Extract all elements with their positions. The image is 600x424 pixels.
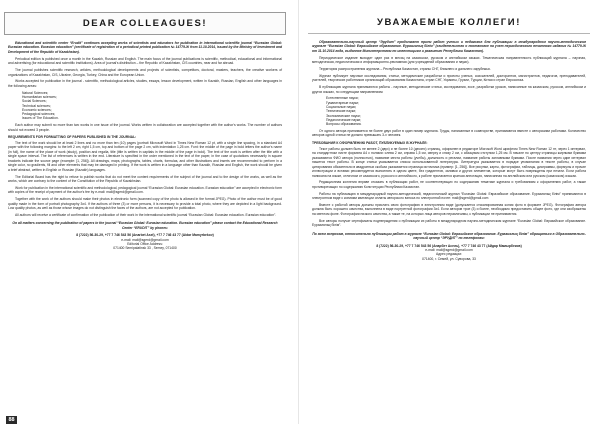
page-number: 88 xyxy=(6,416,17,424)
phone-numbers: 8 (7222) 56-30-29, +77 7 746 543 56 (Анарбет Асель), +77 7 746 43 77 (Айдар Мамырбеков) xyxy=(376,243,522,248)
paragraph: Work for publication in the international scientific and methodological, pedagogical journal “Eurasian Global: Eurasian education. Eurasian education” are accepted in electronic form with copies of the receipt of payment of the author's fee by e-mail: mail@sgerd@gmail.com. xyxy=(8,185,282,195)
email-link[interactable]: e-mail: mail@sgerd@gmail.com xyxy=(425,247,473,252)
contact-block xyxy=(8,233,282,251)
list-item: Economic sciences; xyxy=(22,107,52,112)
paragraph: Текст работы должен быть не менее 2 (двух) и не более 10 (десяти) страниц, оформлен в редакторе Microsoft Word шрифтом Times New Roman 12 пт, через 1 интервал, на стандартном листе формата А4 с полями: слева 2 см, справа 1,5 см, сверху и снизу 2 см, с абзацным отступом 1,25 см. В начале по центру страницы жирными буквами указываются ФИО автора (полностью), название места работы (учебы), должность и регалии, название работы заглавными буквами. После названия через один интервал пишется текст работы. В конце статьи указывается список использованной литературы. Литература указывается в порядке упоминания в тексте работы, в случае цитирования обязательно в квадратных скобках указывается страница источника (пример: [1, 256]). Все рисунки, карты, фотографии, таблицы, диаграммы, формулы и прочие иллюстрации и вставки рекомендуется выполнять в одном цвете, без градиентов, заливки и других элементов, которые могут быть повреждены при печати. Если работа написана на языке, отличном от казахского, русского и английского, к работе прилагается краткая аннотация, написанная на английском или русском (казахском) языках. xyxy=(312,146,586,178)
contact-note: On all matters concerning the publication of papers in the journal “Eurasian Global: Eurasian education. Eurasian education” please contact the Educational Research Center “ERUDIT” by phones: xyxy=(12,221,278,230)
address: 071400 Semipalatinsk 33 , Semey, 071400 xyxy=(113,246,177,251)
contact-note: По всем вопросам, относительно публикации работ в журнале “Eurasian Global: Евразийское образование. Еуразиялық білім” обращаться в Образовательно-научный центр “ЭРУДИТ” по телефонам: xyxy=(312,231,586,241)
paragraph: The journal publishes scientific research, articles, methodological developments and projects of scientists, competitors, doctoral, masters, teachers, the creative workers of organizations of Kazakhstan, CIS, Ukraine, Georgia, Turkey, China and the European Union. xyxy=(8,68,282,77)
requirements-heading: ТРЕБОВАНИЯ К ОФОРМЛЕНИЮ РАБОТ, ПУБЛИКУЕМЫХ В ЖУРНАЛЕ: xyxy=(312,140,428,145)
paragraph: Территория распространения журнала – Республика Казахстан, страны СНГ, ближнего и дальнего зарубежья. xyxy=(319,67,491,72)
list-item: Социальные науки; xyxy=(326,105,357,110)
intro-paragraph: Educational and scientific center “Erudit” continues accepting works of scientists and educators for publication in international scientific journal “Eurasian Global: Eurasian education. Eurasian education” (certificate of registration of a periodical printed publication № 14779-Ж from 11.10.2014, issued by the Ministry of Investment and Development of the Republic of Kazakhstan). xyxy=(8,41,282,54)
list-item: Естественные науки; xyxy=(326,96,359,101)
list-item: Social Sciences; xyxy=(22,99,47,104)
email-link[interactable]: e-mail: mail@sgerd@gmail.com xyxy=(121,237,169,242)
list-item: Humanitarian sciences; xyxy=(22,94,57,99)
subject-areas-list xyxy=(22,91,282,121)
contact-block xyxy=(312,244,586,262)
english-page xyxy=(4,12,286,423)
paragraph: От одного автора принимается не более двух работ в один номер журнала. Труды, написанные в соавторстве, принимаются вместе с авторскими работами. Количество авторов одной статьи не должно превышать 3-х человек. xyxy=(312,128,586,138)
paragraph: Together with the work of the authors should make their photos in electronic form (scanned copy of the photo is allowed in the format JPEG). Photo of the author must be of good quality made in the form of portrait photography 3x4. If the authors of three (3) or more persons, it is necessary to provide a total photo, where they are depicted in a light background. Low quality photos, as well as those whose images do not distinguish the faces of the authors, are not accepted for publication. xyxy=(8,197,282,211)
page-gutter xyxy=(298,0,299,424)
paragraph: The text of the work should be at least 2 lines and no more than ten (10) pages (portrait Microsoft Word in Times New Roman 12 pt, with a single line spacing, in a standard A4 paper with the following margins: to the left 2 cm, right 1,5 cm, top and bottom of the page 2 cm, with indentation 1,25 cm. Font: the middle of the page in bold letters the author's name (in full), the name of the place of work (study), position and regalia, title (title is written in capitals in the middle of the page in bold). The text of the work is written after the title with a single space interval. The list of references is written in the end. Literature is specified in the order mentioned in the text of the paper, in the case of quotations necessarily in square brackets indicate the source page (example: [1, 256]). All drawings, maps, photographs, tables, charts, formulas, and other illustrations and inserts are recommended to perform in a single color, no gradients, fill and other elements that may be damaged in printing. If the work is written in a language other than Kazakh, Russian and English, the work should be given a brief abstract, written in English or Russian (Kazakh) languages. xyxy=(8,140,282,172)
paragraph: All authors will receive a certificate of confirmation of the publication of their work in the international scientific journal “Eurasian Global: Eurasian education. Eurasian education”. xyxy=(15,212,277,217)
subject-areas-list xyxy=(326,96,586,126)
list-item: Гуманитарные науки; xyxy=(326,100,359,105)
page-title: DEAR COLLEAGUES! xyxy=(4,12,286,35)
list-item: Natural Sciences; xyxy=(22,90,49,95)
paragraph: Each author may submit no more than two works in one issue of the journal. Works written in collaboration are accepted together with the author's works. The number of authors should not exceed 3 people. xyxy=(8,123,282,132)
paragraph: Works accepted for publication in the journal - scientific, methodological articles, studies, essays, lesson development, written in Kazakh, Russian, English and other languages in the following areas: xyxy=(8,79,282,88)
paragraph: Журнал публикует научные исследования, статьи, методические разработки и проекты ученых, соискателей, докторантов, магистрантов, педагогов, преподавателей, учителей, творческих работников организаций образования Казахстана, стран СНГ, Украины, Грузии, Турции, Китая и стран Евросоюза. xyxy=(312,73,586,83)
paragraph: Вместе с работой авторы должны прислать свою фотографию в электронном виде (допускается отсканированная копия фото в формате JPEG). Фотография автора должна быть хорошего качества, выполнена в виде портретной фотографии 3x4. Если авторов трое (3) и более, необходимо предоставить общее фото, где они изображены на светлом фоне. Фотографии низкого качества, а также те, на которых лица авторов неразличимы, к публикации не принимаются. xyxy=(312,202,586,216)
list-item: Issues of The Education. xyxy=(22,116,59,121)
requirements-heading: REQUIREMENTS FOR FORMATTING OF PAPERS PUBLISHED IN THE JOURNAL: xyxy=(8,135,137,140)
list-item: Pedagogical sciences; xyxy=(22,112,56,117)
list-item: Педагогические науки; xyxy=(326,117,362,122)
page-body xyxy=(4,35,286,251)
address: 071400, г. Семей, ул. Суворова, 33 xyxy=(422,256,476,261)
paragraph: Работы на публикацию в международный научно-методический, педагогический журнал “Eurasian Global: Евразийское образование. Еуразиялық білім” принимаются в электронном виде с копиями квитанции оплаты авторского взноса по электронной почте: mail@sgerd@gmail.com xyxy=(312,191,586,201)
list-item: Вопросы образования. xyxy=(326,122,362,127)
list-item: Технические науки; xyxy=(326,109,357,114)
phone-numbers: 8 (7222) 56-30-29, +77 7 746 543 56 (Anarbet Asel), +77 7 746 43 77 (Aidar Mamyrbekov) xyxy=(76,233,214,238)
paragraph: Periodical edition is published once a month in the Kazakh, Russian and English. The main focus of the journal publications is scientific, methodical, educational and informational and advertising (for educational and scientific institutions). Area of journal's distribution – the Republic of Kazakhstan, CIS countries, near and far abroad. xyxy=(8,56,282,66)
russian-page xyxy=(308,12,590,416)
paragraph: Все авторы получат сертификаты подтверждения о публикации их работы в международном научно-методическом журнале “Eurasian Global: Евразийское образование. Еуразиялық білім”. xyxy=(312,218,586,228)
paragraph: The Editorial Board has the right to refuse to publish works that do not meet the content requirements of the subject of the journal and to the design of the works, as well as the works, which are contrary to the content of the Constitution of the Republic of Kazakhstan. xyxy=(8,174,282,183)
list-item: Technical sciences; xyxy=(22,103,51,108)
intro-paragraph: Образовательно-научный центр “Эрудит” продолжает прием работ ученых и педагогов для публикации в международном научно-методическом журнале “Eurasian Global: Евразийское образование. Еуразиялық білім” (свидетельство о постановке на учет периодического печатного издания № 14779-Ж от 11.10.2014 года, выданное Министерством по инвестициям и развитию Республики Казахстан). xyxy=(312,40,586,53)
page-body xyxy=(308,34,590,261)
publisher-label: Адрес редакции: xyxy=(435,252,462,257)
paragraph: Периодическое издание выходит один раз в месяц на казахском, русском и английском языках. Тематическая направленность публикаций журнала – научная, методическая, педагогическая и информационно-рекламная (для учреждений образования и науки). xyxy=(312,55,586,65)
paragraph: В публикацию журнала принимаются работы - научные, методические статьи, исследования, эссе, разработки уроков, написанные на казахском, русском, английском и других языках, по следующим направлениям: xyxy=(312,85,586,94)
paragraph: Редакционная коллегия вправе отказать в публикации работ, не соответствующих по содержанию тематике журнала и требованиям к оформлению работ, а также противоречащих по содержанию Конституции Республики Казахстан. xyxy=(312,180,586,189)
publisher-label: Editorial Office Address: xyxy=(127,242,163,247)
list-item: Экономические науки; xyxy=(326,113,361,118)
page-title: УВАЖАЕМЫЕ КОЛЛЕГИ! xyxy=(308,12,590,34)
